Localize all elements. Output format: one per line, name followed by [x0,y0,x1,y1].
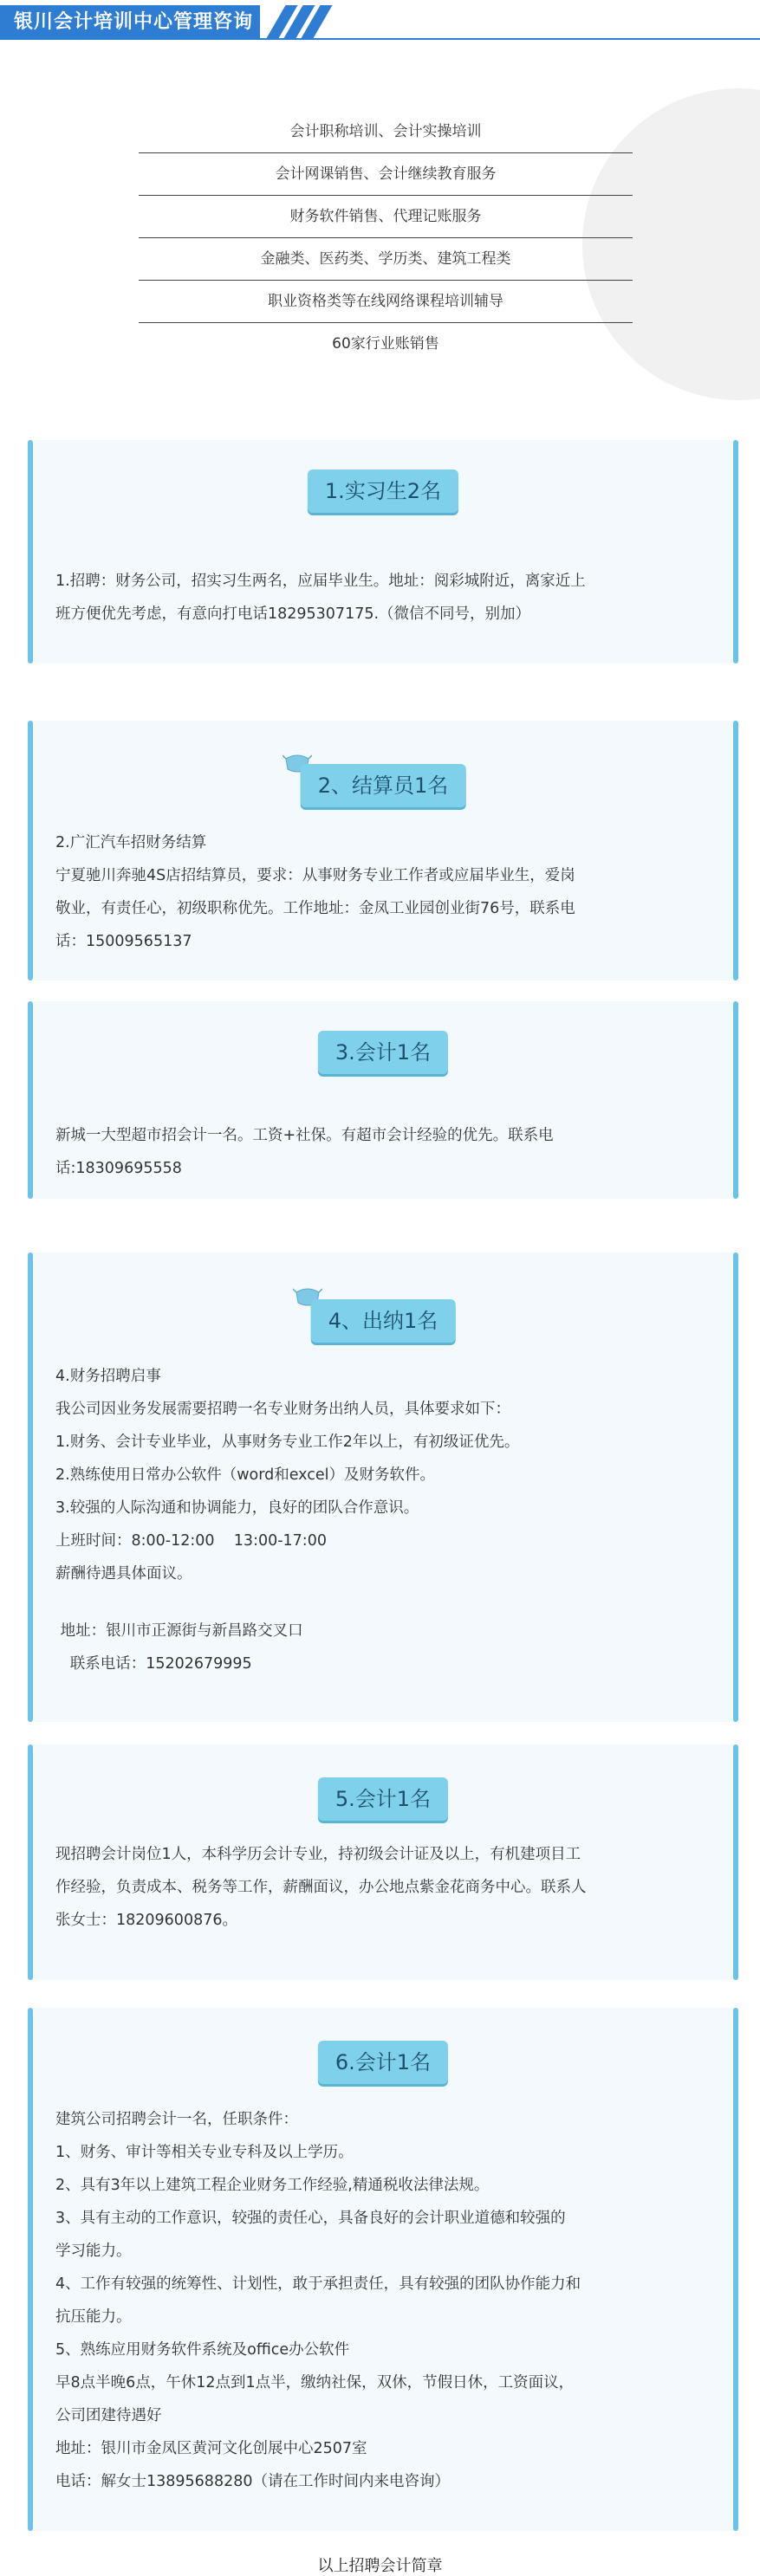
job-line: 班方便优先考虑，有意向打电话18295307175.（微信不同号，别加） [55,605,531,623]
job-title: 3.会计1名 [318,1031,448,1074]
job-line: 薪酬待遇具体面议。 [55,1565,192,1582]
job-line: 话：15009565137 [55,933,192,950]
job-line: 抗压能力。 [55,2308,132,2326]
job-line: 学习能力。 [55,2243,132,2260]
footer-text: 以上招聘会计简章 [317,2557,443,2575]
job-title: 1.实习生2名 [308,469,458,513]
job-line: 话:18309695558 [55,1160,182,1177]
job-line: 张女士：18209600876。 [55,1912,237,1929]
service-item: 金融类、医药类、学历类、建筑工程类 [139,238,633,281]
header-rule [260,38,760,40]
job-line: 2.熟练使用日常办公软件（word和excel）及财务软件。 [55,1466,435,1484]
service-item: 职业资格类等在线网络课程培训辅导 [139,281,633,323]
job-line: 上班时间：8:00-12:00 13:00-17:00 [55,1532,327,1550]
job-card [28,2008,738,2531]
job-line: 我公司因业务发展需要招聘一名专业财务出纳人员，具体要求如下： [55,1401,510,1418]
job-card [28,1252,738,1722]
job-card [28,721,738,981]
job-line: 作经验，负责成本、税务等工作，薪酬面议，办公地点紫金花商务中心。联系人 [55,1879,587,1896]
job-line: 联系电话：15202679995 [55,1655,252,1673]
job-line: 1.财务、会计专业毕业，从事财务专业工作2年以上，有初级证优先。 [55,1434,520,1451]
job-line: 1、财务、审计等相关专业专科及以上学历。 [55,2144,354,2161]
services-list [139,111,633,365]
job-line: 3.较强的人际沟通和协调能力，良好的团队合作意识。 [55,1499,419,1517]
job-card [28,1001,738,1199]
job-line: 4、工作有较强的统筹性、计划性，敢于承担责任，具有较强的团队协作能力和 [55,2275,581,2293]
job-line: 地址：银川市金凤区黄河文化创展中心2507室 [55,2440,367,2457]
service-item: 60家行业账销售 [332,335,439,353]
job-title: 4、出纳1名 [311,1299,456,1343]
page-header [0,0,760,42]
job-line: 公司团建待遇好 [55,2407,162,2424]
job-line: 4.财务招聘启事 [55,1368,161,1385]
job-line [55,1590,712,1615]
job-card [28,440,738,663]
job-description [55,1838,712,1937]
job-line: 3、具有主动的工作意识，较强的责任心，具备良好的会计职业道德和较强的 [55,2210,566,2227]
header-title: 银川会计培训中心管理咨询 [0,5,260,40]
job-line: 2、具有3年以上建筑工程企业财务工作经验,精通税收法律法规。 [55,2177,490,2194]
service-item: 会计网课销售、会计继续教育服务 [139,153,633,196]
job-line: 新城一大型超市招会计一名。工资+社保。有超市会计经验的优先。联系电 [55,1127,554,1144]
job-line: 现招聘会计岗位1人，本科学历会计专业，持初级会计证及以上，有机建项目工 [55,1846,581,1863]
job-description [55,2103,712,2498]
service-item: 财务软件销售、代理记账服务 [139,196,633,238]
job-description [55,1360,712,1680]
job-title: 5.会计1名 [318,1777,448,1821]
job-description [55,1119,712,1185]
job-line: 电话：解女士13895688280（请在工作时间内来电咨询） [55,2473,450,2490]
job-description [55,826,712,958]
job-title: 6.会计1名 [318,2041,448,2084]
job-line: 1.招聘：财务公司，招实习生两名，应届毕业生。地址：阅彩城附近，离家近上 [55,573,586,590]
job-line: 宁夏驰川奔驰4S店招结算员，要求：从事财务专业工作者或应届毕业生，爱岗 [55,867,575,884]
job-line: 早8点半晚6点，午休12点到1点半，缴纳社保，双休，节假日休，工资面议， [55,2374,575,2392]
service-item: 会计职称培训、会计实操培训 [139,111,633,153]
job-line: 地址：银川市正源街与新昌路交叉口 [55,1622,303,1640]
job-description [55,565,712,631]
job-title: 2、结算员1名 [301,764,466,807]
job-line: 5、熟练应用财务软件系统及office办公软件 [55,2341,350,2359]
job-card [28,1744,738,1980]
job-line: 2.广汇汽车招财务结算 [55,834,207,851]
job-line: 建筑公司招聘会计一名，任职条件： [55,2111,298,2128]
job-line: 敬业，有责任心，初级职称优先。工作地址：金凤工业园创业街76号，联系电 [55,900,575,917]
